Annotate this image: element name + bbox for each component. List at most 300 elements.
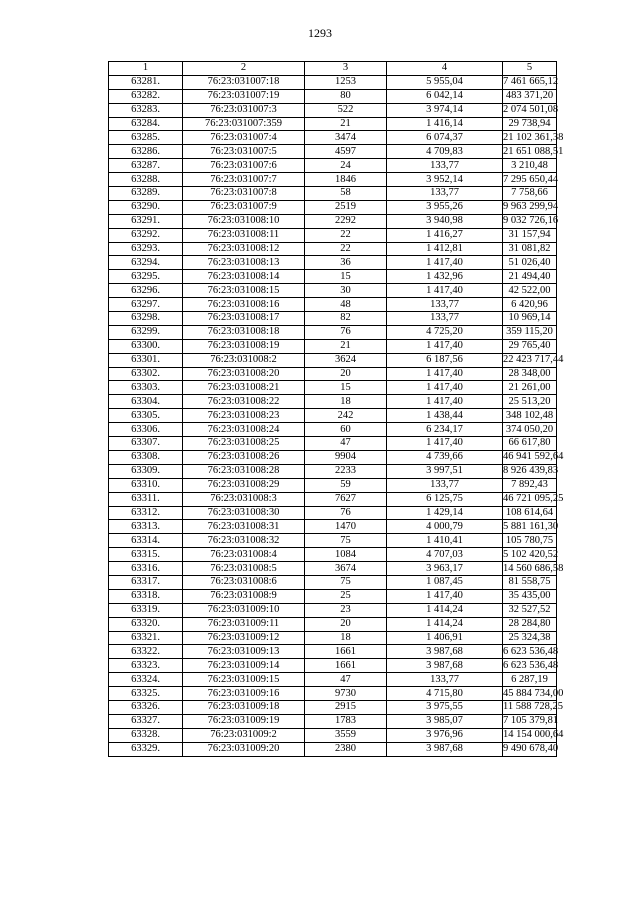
area-cell: 82	[305, 312, 387, 326]
rate-cell: 1 417,40	[387, 437, 503, 451]
row-number-cell: 63290.	[109, 200, 183, 214]
row-number-cell: 63311.	[109, 492, 183, 506]
value-cell: 6 623 536,48	[503, 645, 559, 657]
area-cell: 20	[305, 367, 387, 381]
row-number-cell: 63309.	[109, 464, 183, 478]
value-cell: 6 420,96	[503, 298, 557, 312]
row-number-cell: 63316.	[109, 562, 183, 576]
rate-cell: 3 940,98	[387, 214, 503, 228]
row-number-cell: 63313.	[109, 520, 183, 534]
row-number-cell: 63317.	[109, 575, 183, 589]
table-row	[109, 437, 557, 451]
rate-cell: 1 410,41	[387, 534, 503, 548]
table-row	[109, 659, 557, 673]
value-cell: 51 026,40	[503, 256, 557, 270]
table-row	[109, 381, 557, 395]
rate-cell: 1 087,45	[387, 575, 503, 589]
table-row	[109, 242, 557, 256]
table-row	[109, 187, 557, 201]
table-row	[109, 700, 557, 714]
area-cell: 2233	[305, 464, 387, 478]
cadastral-number-cell: 76:23:031008:5	[183, 562, 305, 576]
value-cell: 5 102 420,52	[503, 548, 559, 560]
area-cell: 1470	[305, 520, 387, 534]
rate-cell: 4 707,03	[387, 548, 503, 562]
row-number-cell: 63304.	[109, 395, 183, 409]
rate-cell: 1 414,24	[387, 603, 503, 617]
table-row	[109, 298, 557, 312]
area-cell: 2380	[305, 742, 387, 756]
area-cell: 23	[305, 603, 387, 617]
rate-cell: 1 412,81	[387, 242, 503, 256]
rate-cell: 3 976,96	[387, 728, 503, 742]
area-cell: 3559	[305, 728, 387, 742]
table-row	[109, 520, 557, 534]
area-cell: 21	[305, 339, 387, 353]
row-number-cell: 63308.	[109, 450, 183, 464]
table-row	[109, 325, 557, 339]
table-row	[109, 117, 557, 131]
cadastral-number-cell: 76:23:031007:4	[183, 131, 305, 145]
table-row	[109, 742, 557, 756]
cadastral-number-cell: 76:23:031008:16	[183, 298, 305, 312]
value-cell: 5 881 161,30	[503, 520, 559, 532]
value-cell: 9 032 726,16	[503, 215, 559, 227]
rate-cell: 4 739,66	[387, 450, 503, 464]
row-number-cell: 63297.	[109, 298, 183, 312]
row-number-cell: 63283.	[109, 103, 183, 117]
area-cell: 58	[305, 187, 387, 201]
rate-cell: 1 417,40	[387, 395, 503, 409]
rate-cell: 133,77	[387, 478, 503, 492]
value-cell: 14 560 686,58	[503, 562, 564, 574]
area-cell: 47	[305, 673, 387, 687]
rate-cell: 3 987,68	[387, 645, 503, 659]
cadastral-number-cell: 76:23:031008:3	[183, 492, 305, 506]
row-number-cell: 63319.	[109, 603, 183, 617]
row-number-cell: 63310.	[109, 478, 183, 492]
row-number-cell: 63281.	[109, 75, 183, 89]
cadastral-number-cell: 76:23:031008:32	[183, 534, 305, 548]
cadastral-number-cell: 76:23:031008:20	[183, 367, 305, 381]
area-cell: 2292	[305, 214, 387, 228]
table-row	[109, 673, 557, 687]
rate-cell: 133,77	[387, 187, 503, 201]
row-number-cell: 63292.	[109, 228, 183, 242]
area-cell: 76	[305, 506, 387, 520]
cadastral-number-cell: 76:23:031008:31	[183, 520, 305, 534]
value-cell: 6 287,19	[503, 673, 557, 687]
table-row	[109, 159, 557, 173]
rate-cell: 1 417,40	[387, 381, 503, 395]
row-number-cell: 63329.	[109, 742, 183, 756]
cadastral-number-cell: 76:23:031007:5	[183, 145, 305, 159]
cadastral-number-cell: 76:23:031008:2	[183, 353, 305, 367]
value-cell: 31 081,82	[503, 242, 557, 256]
table-body	[109, 75, 564, 756]
cadastral-number-cell: 76:23:031009:16	[183, 687, 305, 701]
row-number-cell: 63291.	[109, 214, 183, 228]
value-cell: 7 295 650,44	[503, 173, 559, 185]
row-number-cell: 63300.	[109, 339, 183, 353]
table-row	[109, 284, 557, 298]
row-number-cell: 63318.	[109, 589, 183, 603]
table-row	[109, 339, 557, 353]
table-row	[109, 312, 557, 326]
rate-cell: 3 955,26	[387, 200, 503, 214]
value-cell: 28 284,80	[503, 617, 557, 631]
area-cell: 9904	[305, 450, 387, 464]
value-cell: 6 623 536,48	[503, 659, 559, 671]
column-header-2: 2	[183, 62, 305, 76]
area-cell: 18	[305, 395, 387, 409]
cadastral-number-cell: 76:23:031008:22	[183, 395, 305, 409]
rate-cell: 1 417,40	[387, 339, 503, 353]
row-number-cell: 63328.	[109, 728, 183, 742]
cadastral-number-cell: 76:23:031007:3	[183, 103, 305, 117]
cadastral-number-cell: 76:23:031008:25	[183, 437, 305, 451]
row-number-cell: 63289.	[109, 187, 183, 201]
row-number-cell: 63322.	[109, 645, 183, 659]
value-cell: 32 527,52	[503, 603, 557, 617]
rate-cell: 1 406,91	[387, 631, 503, 645]
rate-cell: 1 417,40	[387, 367, 503, 381]
cadastral-number-cell: 76:23:031009:12	[183, 631, 305, 645]
row-number-cell: 63323.	[109, 659, 183, 673]
cadastral-number-cell: 76:23:031009:19	[183, 714, 305, 728]
column-header-5: 5	[503, 62, 557, 76]
area-cell: 22	[305, 228, 387, 242]
area-cell: 60	[305, 423, 387, 437]
value-cell: 3 210,48	[503, 159, 557, 173]
value-cell: 9 963 299,94	[503, 201, 559, 213]
value-cell: 46 721 095,25	[503, 493, 564, 505]
rate-cell: 133,77	[387, 673, 503, 687]
cadastral-number-cell: 76:23:031007:8	[183, 187, 305, 201]
table-row	[109, 89, 557, 103]
rate-cell: 3 987,68	[387, 742, 503, 756]
cadastral-number-cell: 76:23:031008:26	[183, 450, 305, 464]
cadastral-number-cell: 76:23:031007:7	[183, 173, 305, 187]
rate-cell: 133,77	[387, 312, 503, 326]
value-cell: 108 614,64	[503, 506, 557, 520]
value-cell: 66 617,80	[503, 437, 557, 451]
page-number: 1293	[308, 26, 332, 40]
rate-cell: 1 416,27	[387, 228, 503, 242]
row-number-cell: 63301.	[109, 353, 183, 367]
table-row	[109, 478, 557, 492]
rate-cell: 1 416,14	[387, 117, 503, 131]
row-number-cell: 63312.	[109, 506, 183, 520]
value-cell: 483 371,20	[503, 89, 557, 103]
rate-cell: 6 042,14	[387, 89, 503, 103]
area-cell: 1084	[305, 548, 387, 562]
cadastral-number-cell: 76:23:031008:30	[183, 506, 305, 520]
row-number-cell: 63303.	[109, 381, 183, 395]
area-cell: 1846	[305, 173, 387, 187]
cadastral-number-cell: 76:23:031009:14	[183, 659, 305, 673]
table-row	[109, 228, 557, 242]
rate-cell: 133,77	[387, 159, 503, 173]
area-cell: 522	[305, 103, 387, 117]
cadastral-number-cell: 76:23:031008:21	[183, 381, 305, 395]
value-cell: 11 588 728,25	[503, 701, 563, 713]
value-cell: 348 102,48	[503, 409, 557, 423]
value-cell: 7 758,66	[503, 187, 557, 201]
row-number-cell: 63314.	[109, 534, 183, 548]
cadastral-number-cell: 76:23:031009:11	[183, 617, 305, 631]
cadastral-number-cell: 76:23:031007:6	[183, 159, 305, 173]
table-row	[109, 645, 557, 659]
area-cell: 242	[305, 409, 387, 423]
rate-cell: 1 414,24	[387, 617, 503, 631]
cadastral-number-cell: 76:23:031008:17	[183, 312, 305, 326]
value-cell: 21 494,40	[503, 270, 557, 284]
value-cell: 7 105 379,81	[503, 715, 559, 727]
area-cell: 76	[305, 325, 387, 339]
value-cell: 7 892,43	[503, 478, 557, 492]
column-header-1: 1	[109, 62, 183, 76]
area-cell: 1253	[305, 75, 387, 89]
cadastral-number-cell: 76:23:031009:13	[183, 645, 305, 659]
area-cell: 9730	[305, 687, 387, 701]
area-cell: 25	[305, 589, 387, 603]
value-cell: 359 115,20	[503, 325, 557, 339]
row-number-cell: 63302.	[109, 367, 183, 381]
table-row	[109, 506, 557, 520]
area-cell: 36	[305, 256, 387, 270]
row-number-cell: 63294.	[109, 256, 183, 270]
table-row	[109, 603, 557, 617]
rate-cell: 6 187,56	[387, 353, 503, 367]
table-row	[109, 367, 557, 381]
rate-cell: 3 974,14	[387, 103, 503, 117]
cadastral-number-cell: 76:23:031008:15	[183, 284, 305, 298]
table-row	[109, 534, 557, 548]
table-row	[109, 200, 557, 214]
value-cell: 14 154 000,64	[503, 729, 564, 741]
table-row	[109, 145, 557, 159]
rate-cell: 1 417,40	[387, 589, 503, 603]
table-row	[109, 548, 557, 562]
row-number-cell: 63288.	[109, 173, 183, 187]
area-cell: 22	[305, 242, 387, 256]
table-row	[109, 131, 557, 145]
area-cell: 20	[305, 617, 387, 631]
table-row	[109, 464, 557, 478]
row-number-cell: 63307.	[109, 437, 183, 451]
area-cell: 1783	[305, 714, 387, 728]
rate-cell: 133,77	[387, 298, 503, 312]
cadastral-number-cell: 76:23:031007:18	[183, 75, 305, 89]
table-row	[109, 687, 557, 701]
cadastral-number-cell: 76:23:031008:11	[183, 228, 305, 242]
value-cell: 28 348,00	[503, 367, 557, 381]
table-row	[109, 492, 557, 506]
table-row	[109, 395, 557, 409]
row-number-cell: 63320.	[109, 617, 183, 631]
rate-cell: 4 709,83	[387, 145, 503, 159]
cadastral-number-cell: 76:23:031008:24	[183, 423, 305, 437]
row-number-cell: 63324.	[109, 673, 183, 687]
table-row	[109, 728, 557, 742]
table-row	[109, 631, 557, 645]
table-row	[109, 714, 557, 728]
row-number-cell: 63287.	[109, 159, 183, 173]
cadastral-number-cell: 76:23:031008:23	[183, 409, 305, 423]
value-cell: 46 941 592,64	[503, 451, 564, 463]
area-cell: 4597	[305, 145, 387, 159]
cadastral-number-cell: 76:23:031009:18	[183, 700, 305, 714]
value-cell: 21 102 361,38	[503, 131, 564, 143]
table-row	[109, 562, 557, 576]
value-cell: 2 074 501,08	[503, 104, 559, 116]
cadastral-number-cell: 76:23:031008:28	[183, 464, 305, 478]
rate-cell: 5 955,04	[387, 75, 503, 89]
value-cell: 25 513,20	[503, 395, 557, 409]
value-cell: 21 651 088,51	[503, 145, 564, 157]
rate-cell: 3 963,17	[387, 562, 503, 576]
row-number-cell: 63286.	[109, 145, 183, 159]
table-row	[109, 75, 557, 89]
row-number-cell: 63282.	[109, 89, 183, 103]
column-header-3: 3	[305, 62, 387, 76]
rate-cell: 1 429,14	[387, 506, 503, 520]
row-number-cell: 63315.	[109, 548, 183, 562]
value-cell: 21 261,00	[503, 381, 557, 395]
row-number-cell: 63285.	[109, 131, 183, 145]
value-cell: 31 157,94	[503, 228, 557, 242]
area-cell: 1661	[305, 645, 387, 659]
value-cell: 374 050,20	[503, 423, 557, 437]
table-row	[109, 103, 557, 117]
cadastral-number-cell: 76:23:031008:9	[183, 589, 305, 603]
cadastral-number-cell: 76:23:031009:15	[183, 673, 305, 687]
value-cell: 45 884 734,00	[503, 687, 564, 699]
cadastral-number-cell: 76:23:031009:20	[183, 742, 305, 756]
value-cell: 29 738,94	[503, 117, 557, 131]
rate-cell: 4 715,80	[387, 687, 503, 701]
row-number-cell: 63326.	[109, 700, 183, 714]
rate-cell: 1 417,40	[387, 256, 503, 270]
row-number-cell: 63293.	[109, 242, 183, 256]
table-header-row	[109, 62, 557, 76]
row-number-cell: 63298.	[109, 312, 183, 326]
area-cell: 1661	[305, 659, 387, 673]
cadastral-number-cell: 76:23:031008:10	[183, 214, 305, 228]
area-cell: 75	[305, 575, 387, 589]
row-number-cell: 63321.	[109, 631, 183, 645]
rate-cell: 3 987,68	[387, 659, 503, 673]
table-row	[109, 214, 557, 228]
rate-cell: 4 725,20	[387, 325, 503, 339]
table-row	[109, 256, 557, 270]
row-number-cell: 63295.	[109, 270, 183, 284]
row-number-cell: 63284.	[109, 117, 183, 131]
value-cell: 7 461 665,12	[503, 76, 559, 88]
rate-cell: 3 985,07	[387, 714, 503, 728]
rate-cell: 1 417,40	[387, 284, 503, 298]
row-number-cell: 63305.	[109, 409, 183, 423]
row-number-cell: 63299.	[109, 325, 183, 339]
cadastral-number-cell: 76:23:031009:2	[183, 728, 305, 742]
table-row	[109, 617, 557, 631]
row-number-cell: 63325.	[109, 687, 183, 701]
column-header-4: 4	[387, 62, 503, 76]
table-row	[109, 575, 557, 589]
value-cell: 25 324,38	[503, 631, 557, 645]
area-cell: 75	[305, 534, 387, 548]
area-cell: 15	[305, 381, 387, 395]
value-cell: 42 522,00	[503, 284, 557, 298]
area-cell: 47	[305, 437, 387, 451]
rate-cell: 3 952,14	[387, 173, 503, 187]
row-number-cell: 63327.	[109, 714, 183, 728]
cadastral-number-cell: 76:23:031008:6	[183, 575, 305, 589]
cadastral-number-cell: 76:23:031008:19	[183, 339, 305, 353]
area-cell: 2519	[305, 200, 387, 214]
cadastral-number-cell: 76:23:031008:14	[183, 270, 305, 284]
rate-cell: 1 432,96	[387, 270, 503, 284]
row-number-cell: 63296.	[109, 284, 183, 298]
table-row	[109, 589, 557, 603]
cadastral-number-cell: 76:23:031007:359	[183, 117, 305, 131]
cadastral-number-cell: 76:23:031008:29	[183, 478, 305, 492]
rate-cell: 6 234,17	[387, 423, 503, 437]
cadastral-number-cell: 76:23:031008:4	[183, 548, 305, 562]
rate-cell: 4 000,79	[387, 520, 503, 534]
table-row	[109, 270, 557, 284]
area-cell: 2915	[305, 700, 387, 714]
rate-cell: 3 997,51	[387, 464, 503, 478]
cadastral-number-cell: 76:23:031008:12	[183, 242, 305, 256]
table-row	[109, 423, 557, 437]
value-cell: 22 423 717,44	[503, 354, 564, 366]
cadastral-number-cell: 76:23:031008:18	[183, 325, 305, 339]
value-cell: 35 435,00	[503, 589, 557, 603]
area-cell: 30	[305, 284, 387, 298]
value-cell: 29 765,40	[503, 339, 557, 353]
area-cell: 15	[305, 270, 387, 284]
area-cell: 21	[305, 117, 387, 131]
row-number-cell: 63306.	[109, 423, 183, 437]
value-cell: 105 780,75	[503, 534, 557, 548]
value-cell: 9 490 678,40	[503, 743, 559, 755]
value-cell: 10 969,14	[503, 312, 557, 326]
area-cell: 18	[305, 631, 387, 645]
cadastral-number-cell: 76:23:031008:13	[183, 256, 305, 270]
table-row	[109, 173, 557, 187]
area-cell: 3474	[305, 131, 387, 145]
rate-cell: 3 975,55	[387, 700, 503, 714]
area-cell: 3624	[305, 353, 387, 367]
area-cell: 3674	[305, 562, 387, 576]
area-cell: 24	[305, 159, 387, 173]
value-cell: 8 926 439,83	[503, 465, 559, 477]
rate-cell: 1 438,44	[387, 409, 503, 423]
cadastral-number-cell: 76:23:031009:10	[183, 603, 305, 617]
cadastral-number-cell: 76:23:031007:19	[183, 89, 305, 103]
rate-cell: 6 074,37	[387, 131, 503, 145]
data-table	[108, 61, 564, 757]
area-cell: 48	[305, 298, 387, 312]
table-row	[109, 409, 557, 423]
area-cell: 59	[305, 478, 387, 492]
area-cell: 7627	[305, 492, 387, 506]
value-cell: 81 558,75	[503, 575, 557, 589]
table-row	[109, 450, 557, 464]
table-row	[109, 353, 557, 367]
